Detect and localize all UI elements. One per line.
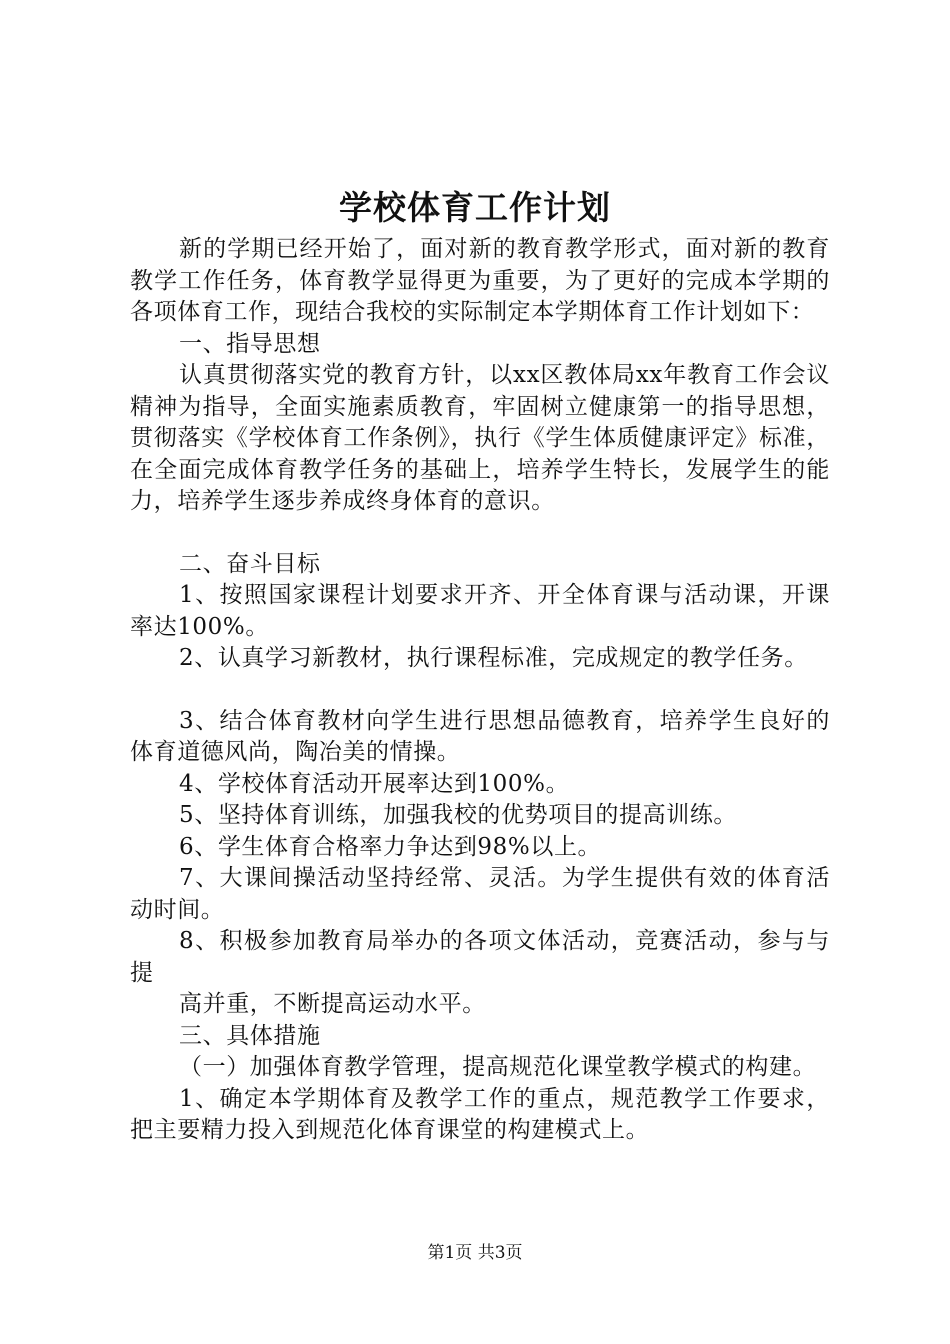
goal-item-5: 5、坚持体育训练，加强我校的优势项目的提高训练。 — [179, 802, 738, 828]
goal-item-1: 1、按照国家课程计划要求开齐、开全体育课与活动课，开课率达100%。 — [130, 582, 830, 640]
section-heading-goals: 二、奋斗目标 — [179, 550, 321, 577]
goal-item-3: 3、结合体育教材向学生进行思想品德教育，培养学生良好的体育道德风尚，陶冶美的情操。 — [130, 707, 830, 765]
document-body — [130, 234, 830, 1147]
guiding-ideology-paragraph: 认真贯彻落实党的教育方针，以xx区教体局xx年教育工作会议精神为指导，全面实施素质教育，牢固树立健康第一的指导思想，贯彻落实《学校体育工作条例》，执行《学生体质健康评定》标准，在全面完成体育教学任务的基础上，培养学生特长，发展学生的能力，培养学生逐步养成终身体育的意识。 — [130, 362, 830, 514]
page-number: 第1页 — [427, 1243, 473, 1263]
goal-item-4: 4、学校体育活动开展率达到100%。 — [179, 770, 570, 797]
section-heading-measures: 三、具体措施 — [179, 1022, 321, 1049]
goal-item-8: 8、积极参加教育局举办的各项文体活动，竞赛活动，参与与提 — [130, 928, 830, 986]
goal-item-6: 6、学生体育合格率力争达到98%以上。 — [179, 833, 602, 860]
page-total: 共3页 — [477, 1243, 523, 1263]
document-title: 学校体育工作计划 — [339, 188, 611, 227]
measures-subheading-1: （一）加强体育教学管理，提高规范化课堂教学模式的构建。 — [179, 1054, 817, 1080]
goal-item-2: 2、认真学习新教材，执行课程标准，完成规定的教学任务。 — [179, 645, 808, 671]
goal-item-8-continued: 高并重，不断提高运动水平。 — [179, 991, 486, 1017]
page-footer — [0, 1242, 950, 1264]
measure-item-1: 1、确定本学期体育及教学工作的重点，规范教学工作要求，把主要精力投入到规范化体育课堂的构建模式上。 — [130, 1085, 830, 1143]
section-heading-guiding-ideology: 一、指导思想 — [179, 330, 321, 357]
goal-item-7: 7、大课间操活动坚持经常、灵活。为学生提供有效的体育活动时间。 — [130, 865, 830, 923]
intro-paragraph: 新的学期已经开始了，面对新的教育教学形式，面对新的教育教学工作任务，体育教学显得更为重要，为了更好的完成本学期的各项体育工作，现结合我校的实际制定本学期体育工作计划如下： — [130, 236, 830, 325]
